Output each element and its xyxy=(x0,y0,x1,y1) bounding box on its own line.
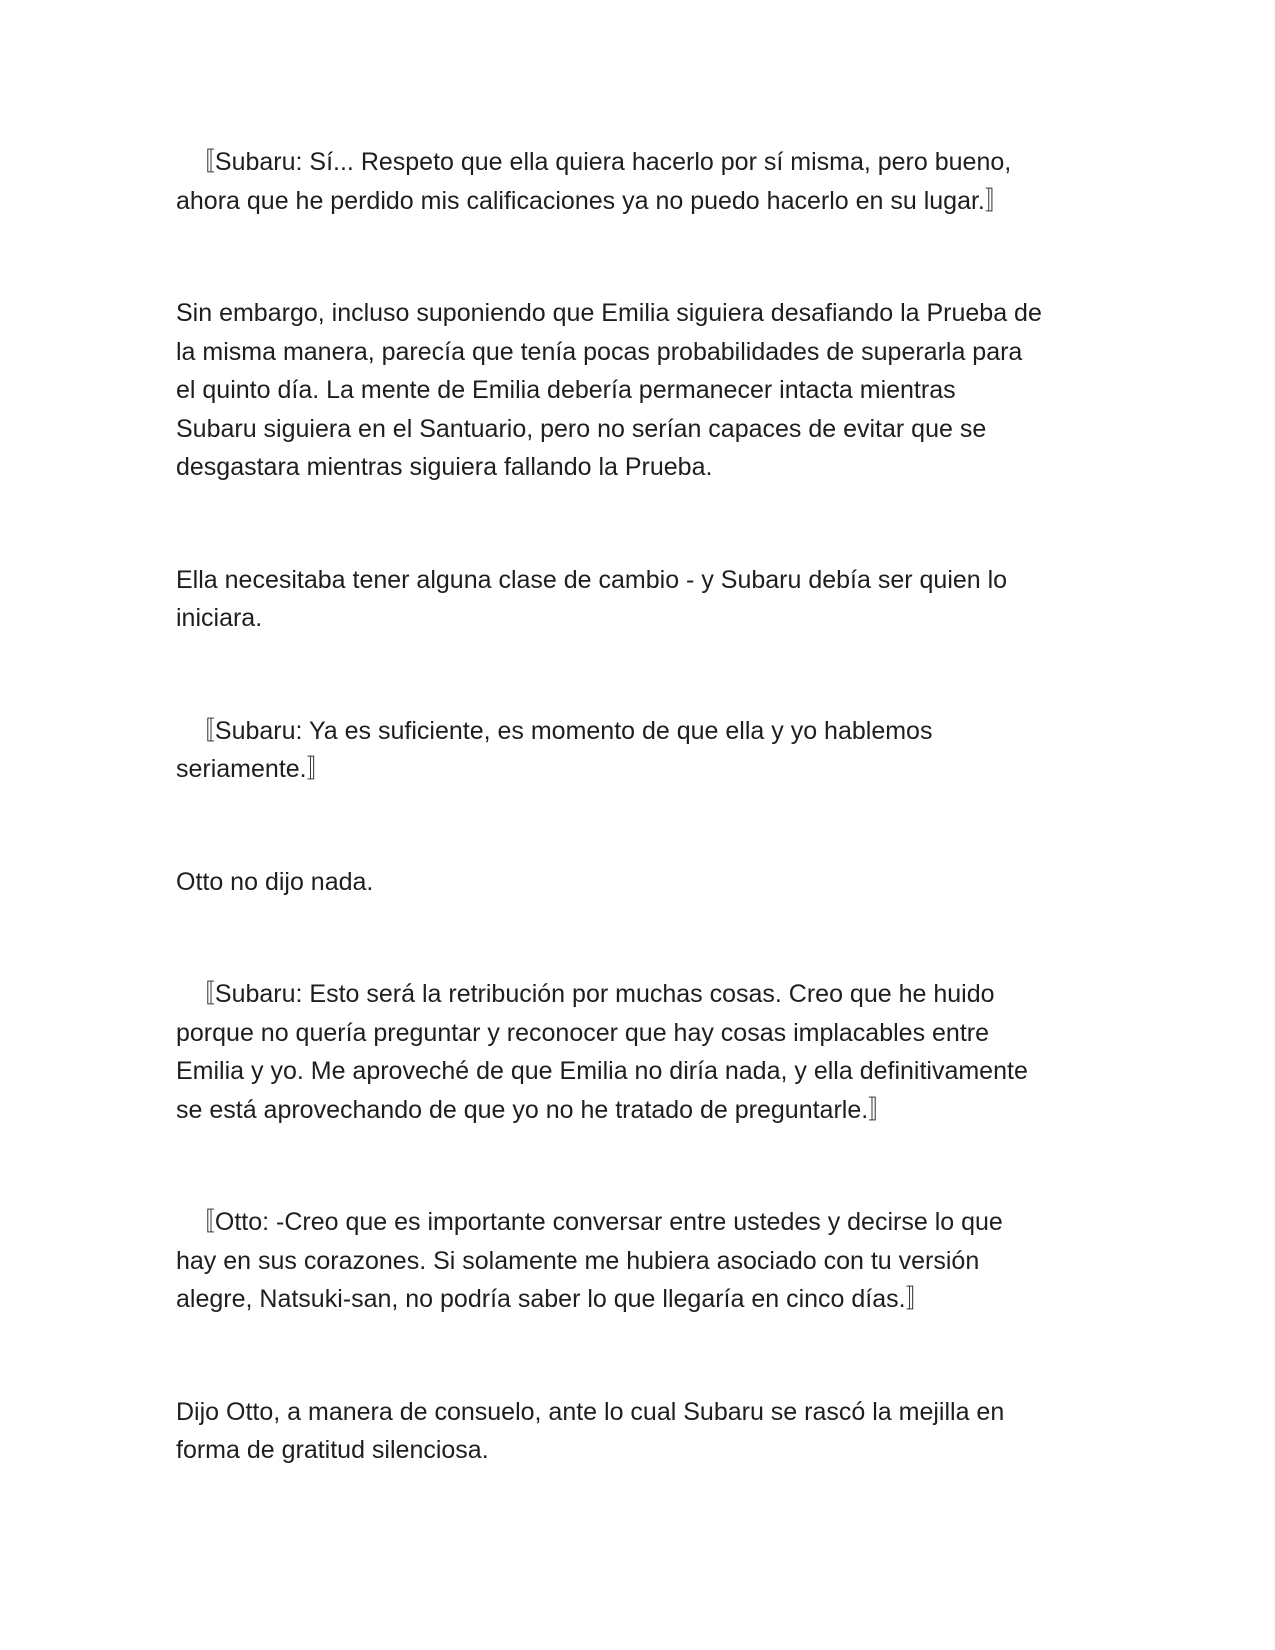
paragraph-subaru-enough: 〚Subaru: Ya es suficiente, es momento de que ella y yo hablemos seriamente.〛 xyxy=(176,716,933,783)
paragraph-otto-silent: Otto no dijo nada. xyxy=(176,867,374,896)
paragraph-otto-advice: 〚Otto: -Creo que es importante conversar entre ustedes y decirse lo que hay en sus corazones. Si solamente me hubiera asociado con tu versión alegre, Natsuki-san, no podría saber lo que llegaría en cinco días.〛 xyxy=(176,1208,1003,1313)
paragraph-subaru-respect: 〚Subaru: Sí... Respeto que ella quiera hacerlo por sí misma, pero bueno, ahora que he perdido mis calificaciones ya no puedo hacerlo en su lugar.〛 xyxy=(176,148,1012,215)
paragraph-narration-change: Ella necesitaba tener alguna clase de cambio - y Subaru debía ser quien lo iniciara. xyxy=(176,565,1008,632)
document-body xyxy=(176,143,1096,1470)
paragraph-narration-test: Sin embargo, incluso suponiendo que Emilia siguiera desafiando la Prueba de la misma manera, parecía que tenía pocas probabilidades de superarla para el quinto día. La mente de Emilia debería permanecer intacta mientras Subaru siguiera en el Santuario, pero no serían capaces de evitar que se desgastara mientras siguiera fallando la Prueba. xyxy=(176,299,1042,481)
paragraph-subaru-retribution: 〚Subaru: Esto será la retribución por muchas cosas. Creo que he huido porque no quería preguntar y reconocer que hay cosas implacables entre Emilia y yo. Me aproveché de que Emilia no diría nada, y ella definitivamente se está aprovechando de que yo no he tratado de preguntarle.〛 xyxy=(176,980,1028,1124)
paragraph-narration-gratitude: Dijo Otto, a manera de consuelo, ante lo cual Subaru se rascó la mejilla en forma de gratitud silenciosa. xyxy=(176,1397,1005,1464)
